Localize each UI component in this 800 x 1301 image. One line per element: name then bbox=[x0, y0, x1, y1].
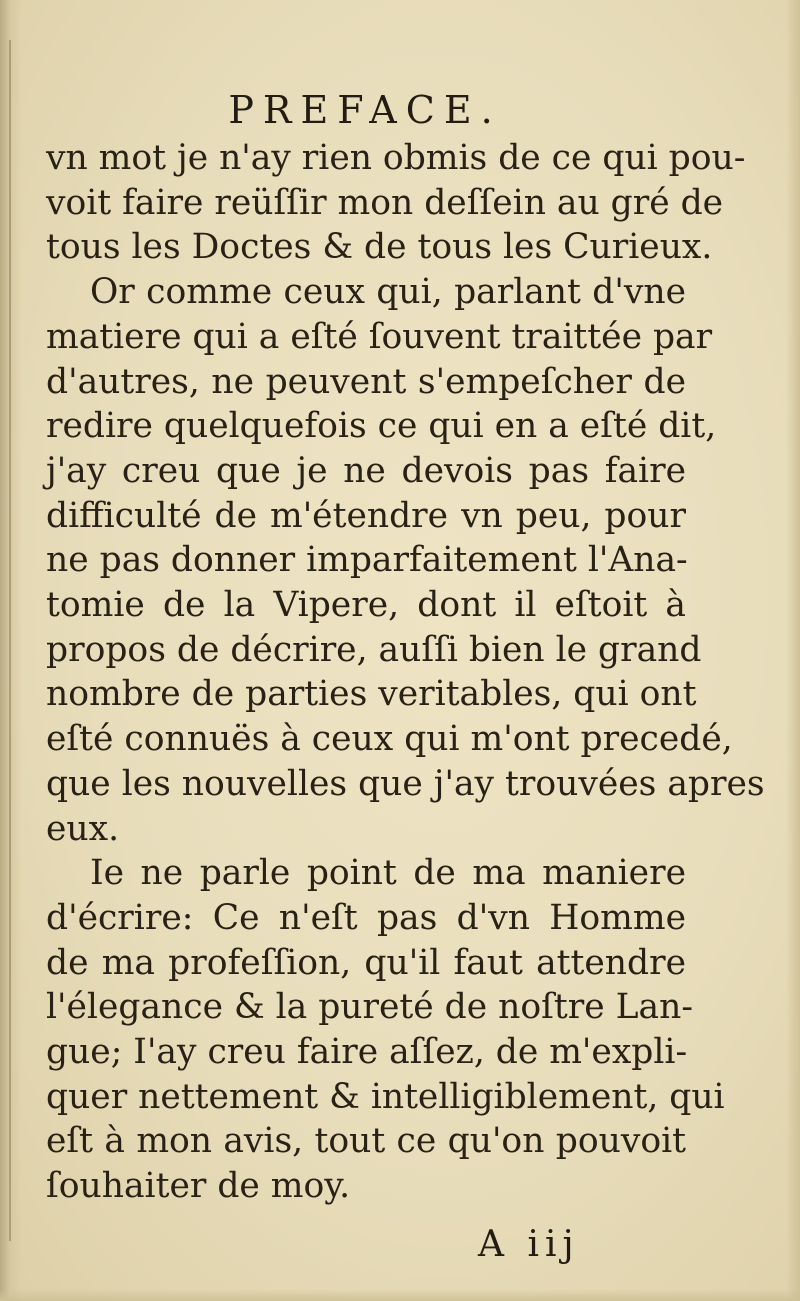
binding-gutter bbox=[0, 0, 22, 1301]
running-head: PREFACE. bbox=[228, 88, 502, 132]
text-line: tous les Doctes & de tous les Curieux. bbox=[46, 227, 713, 268]
text-line: gue; I'ay creu faire aſſez, de m'expli- bbox=[46, 1032, 688, 1073]
text-line: d'écrire: Ce n'eſt pas d'vn Homme bbox=[46, 897, 686, 938]
text-line: de ma profeſſion, qu'il faut attendre bbox=[46, 942, 686, 983]
text-line: que les nouvelles que j'ay trouvées apres bbox=[46, 763, 765, 804]
signature-mark: A iij bbox=[478, 1224, 580, 1265]
text-line: Ie ne parle point de ma maniere bbox=[90, 853, 686, 894]
text-line: ne pas donner imparfaitement l'Ana- bbox=[46, 540, 688, 581]
text-line: eux. bbox=[46, 808, 120, 849]
text-line: ſouhaiter de moy. bbox=[46, 1166, 351, 1207]
text-line: redire quelquefois ce qui en a eſté dit, bbox=[46, 406, 717, 447]
text-line: j'ay creu que je ne devois pas faire bbox=[46, 450, 686, 491]
text-line: l'élegance & la pureté de noſtre Lan- bbox=[46, 987, 693, 1028]
text-line: eſté connuës à ceux qui m'ont precedé, bbox=[46, 719, 733, 760]
text-line: vn mot je n'ay rien obmis de ce qui pou- bbox=[46, 138, 746, 178]
text-line: difficulté de m'étendre vn peu, pour bbox=[46, 495, 686, 536]
text-line: nombre de parties veritables, qui ont bbox=[46, 674, 697, 715]
text-line: d'autres, ne peuvent s'empeſcher de bbox=[46, 361, 686, 402]
text-line: matiere qui a eſté ſouvent traittée par bbox=[46, 316, 713, 357]
text-line: propos de décrire, auſſi bien le grand bbox=[46, 629, 702, 670]
body-text bbox=[46, 136, 765, 1209]
page-right-edge bbox=[786, 0, 800, 1301]
text-line: voit faire reüſſir mon deſſein au gré de bbox=[46, 182, 724, 223]
page-bottom-edge bbox=[0, 1289, 800, 1301]
text-line: Or comme ceux qui, parlant d'vne bbox=[90, 272, 686, 313]
text-line: tomie de la Vipere, dont il eſtoit à bbox=[46, 585, 686, 626]
binding-edge-line bbox=[9, 40, 11, 1241]
text-line: quer nettement & intelligiblement, qui bbox=[46, 1076, 725, 1117]
text-line: eſt à mon avis, tout ce qu'on pouvoit bbox=[46, 1121, 686, 1162]
